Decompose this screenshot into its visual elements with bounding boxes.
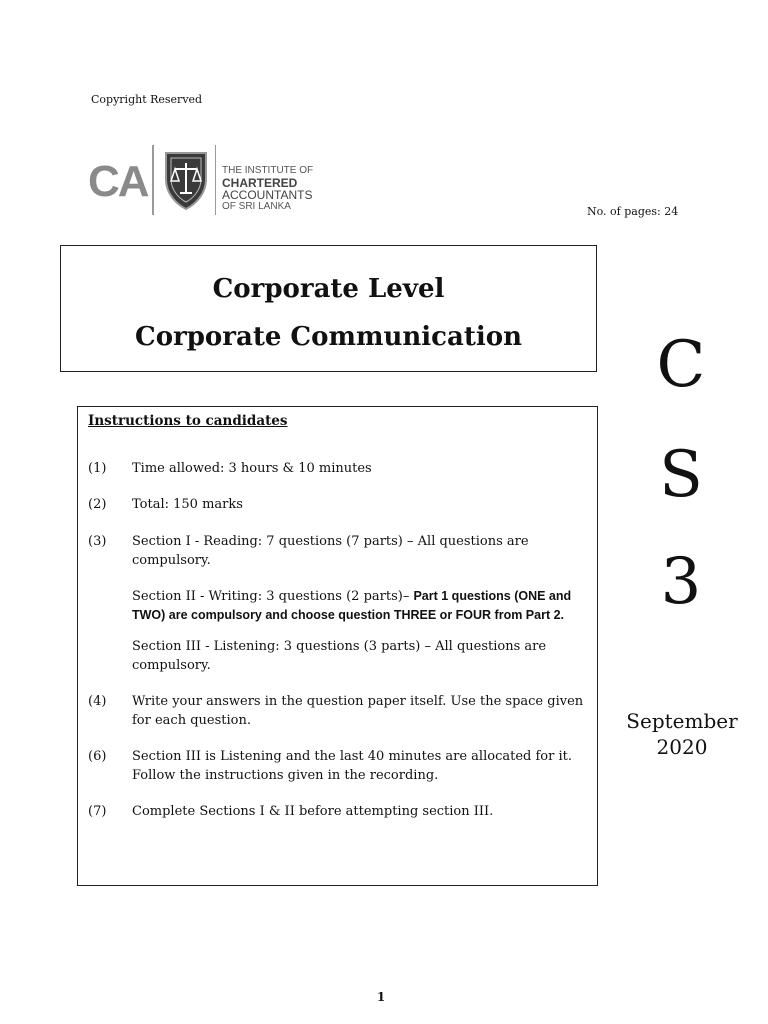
- instruction-text: [132, 587, 592, 625]
- exam-year: 2020: [656, 735, 708, 759]
- logo-line-2: [222, 177, 388, 201]
- instruction-number: (6): [88, 749, 107, 764]
- instruction-number: (7): [88, 804, 107, 819]
- instruction-number: (3): [88, 534, 107, 549]
- subject-code-letter-2: S: [659, 438, 703, 512]
- copyright-notice: Copyright Reserved: [91, 93, 203, 106]
- instruction-text-bold: Part 1 questions (ONE and TWO) are compulsory and choose question THREE or FOUR from Part 2.: [132, 589, 572, 622]
- logo-abbrev: CA: [88, 157, 148, 206]
- shield-scales-icon: [162, 149, 210, 211]
- institute-logo: [88, 143, 388, 219]
- logo-line-3: OF SRI LANKA: [222, 201, 291, 212]
- logo-divider: [152, 145, 154, 215]
- instruction-text: Time allowed: 3 hours & 10 minutes: [132, 461, 372, 476]
- instruction-text: Write your answers in the question paper itself. Use the space given for each question.: [132, 694, 584, 728]
- instructions-heading: Instructions to candidates: [88, 413, 288, 429]
- instruction-number: (1): [88, 461, 107, 476]
- logo-divider-2: [215, 145, 216, 215]
- page-count: No. of pages: 24: [587, 205, 679, 218]
- exam-date: [620, 708, 744, 760]
- exam-subject: Corporate Communication: [135, 322, 522, 352]
- instructions-box: [77, 406, 598, 886]
- instruction-text: Complete Sections I & II before attempting section III.: [132, 804, 494, 819]
- instruction-text-plain: Section II - Writing: 3 questions (2 parts)–: [132, 589, 414, 604]
- instruction-text: Section III - Listening: 3 questions (3 parts) – All questions are compulsory.: [132, 639, 547, 673]
- exam-level: Corporate Level: [212, 274, 445, 304]
- instruction-number: (4): [88, 694, 107, 709]
- instruction-text: Total: 150 marks: [132, 497, 243, 512]
- subject-code-number: 3: [660, 545, 702, 619]
- logo-line-1: THE INSTITUTE OF: [222, 165, 314, 176]
- instruction-text: Section I - Reading: 7 questions (7 parts) – All questions are compulsory.: [132, 534, 529, 568]
- exam-month: September: [626, 709, 738, 733]
- subject-code-letter-1: C: [656, 328, 706, 402]
- page-number: 1: [376, 990, 386, 1004]
- logo-line-2-bold: CHARTERED: [222, 176, 298, 190]
- logo-text: [222, 165, 388, 213]
- logo-line-2-rest: ACCOUNTANTS: [222, 188, 313, 202]
- instruction-text: Section III is Listening and the last 40 minutes are allocated for it. Follow the instructions given in the recording.: [132, 749, 572, 783]
- title-box: [60, 245, 597, 372]
- instruction-number: (2): [88, 497, 107, 512]
